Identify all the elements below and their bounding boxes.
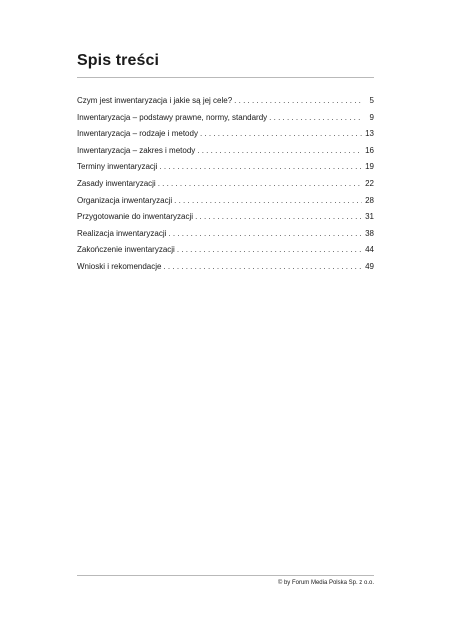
copyright-footer: © by Forum Media Polska Sp. z o.o. — [277, 580, 374, 586]
toc-entry-title: Organizacja inwentaryzacji — [77, 195, 173, 205]
toc-entry-title: Wnioski i rekomendacje — [77, 261, 162, 271]
toc-entry-title: Realizacja inwentaryzacji — [77, 228, 167, 238]
toc-entry-page: 9 — [369, 112, 374, 122]
toc-entry-page: 38 — [365, 228, 374, 238]
toc-entry-page: 44 — [365, 245, 374, 255]
toc-dot-leader — [168, 229, 362, 239]
footer-divider — [77, 575, 374, 576]
toc-entry[interactable] — [77, 179, 374, 196]
toc-dot-leader — [159, 162, 362, 172]
toc-dot-leader — [197, 146, 362, 156]
toc-entry-title: Przygotowanie do inwentaryzacji — [77, 212, 194, 222]
page-title: Spis treści — [77, 52, 160, 69]
toc-dot-leader — [234, 96, 363, 106]
toc-dot-leader — [163, 262, 362, 272]
toc-entry[interactable] — [77, 96, 374, 113]
toc-dot-leader — [174, 196, 362, 206]
toc-entry-page: 28 — [365, 195, 374, 205]
toc-entry[interactable] — [77, 229, 374, 246]
toc-entry[interactable] — [77, 146, 374, 163]
toc-entry[interactable] — [77, 245, 374, 262]
title-divider — [77, 77, 374, 78]
toc-entry-title: Czym jest inwentaryzacja i jakie są jej cele? — [77, 96, 233, 105]
toc-entry-title: Inwentaryzacja – podstawy prawne, normy, standardy — [77, 112, 268, 122]
toc-entry-page: 5 — [369, 96, 374, 105]
toc-entry-title: Zakończenie inwentaryzacji — [77, 245, 175, 255]
toc-dot-leader — [158, 179, 362, 189]
toc-entry[interactable] — [77, 212, 374, 229]
toc-entry[interactable] — [77, 196, 374, 213]
toc-dot-leader — [195, 212, 362, 222]
toc-entry-page: 19 — [365, 162, 374, 172]
toc-entry-title: Terminy inwentaryzacji — [77, 162, 158, 172]
toc-entry-title: Inwentaryzacja – rodzaje i metody — [77, 129, 198, 139]
toc-entry[interactable] — [77, 113, 374, 130]
table-of-contents — [77, 96, 374, 279]
toc-entry[interactable] — [77, 262, 374, 279]
toc-entry-page: 16 — [365, 145, 374, 155]
toc-entry-title: Zasady inwentaryzacji — [77, 178, 156, 188]
toc-entry-title: Inwentaryzacja – zakres i metody — [77, 145, 196, 155]
toc-entry-page: 49 — [365, 261, 374, 271]
toc-entry[interactable] — [77, 129, 374, 146]
toc-entry-page: 22 — [365, 178, 374, 188]
toc-dot-leader — [200, 129, 362, 139]
toc-entry[interactable] — [77, 162, 374, 179]
toc-dot-leader — [177, 245, 362, 255]
toc-entry-page: 13 — [365, 129, 374, 139]
toc-entry-page: 31 — [365, 212, 374, 222]
toc-dot-leader — [269, 113, 363, 123]
